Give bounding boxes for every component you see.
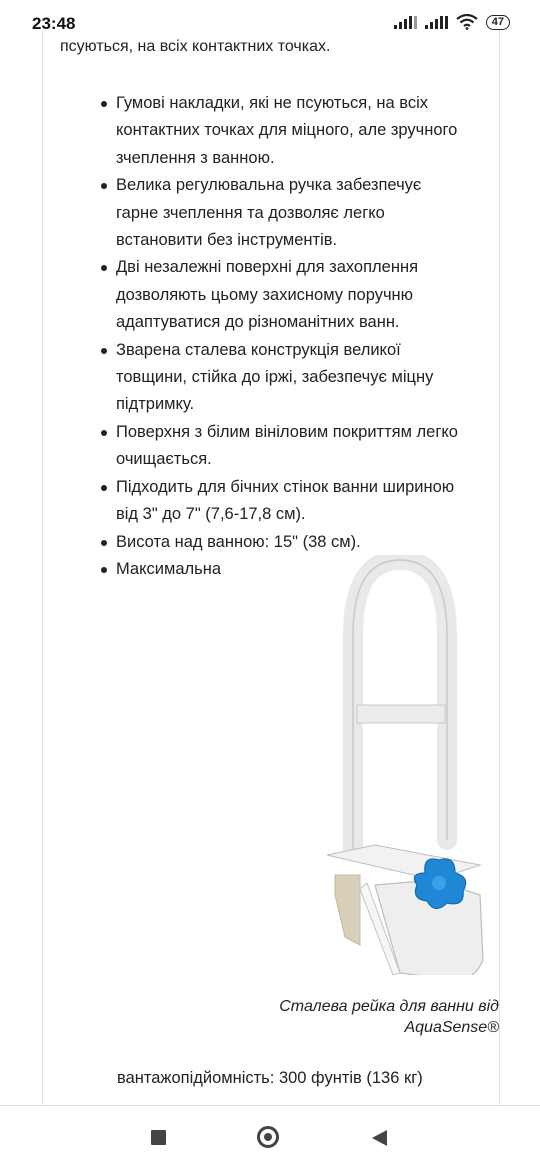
signal-icon <box>425 15 448 29</box>
feature-list <box>43 90 493 583</box>
status-time: 23:48 <box>32 14 76 33</box>
wifi-icon <box>456 14 478 30</box>
feature-list-item: Зварена сталева конструкція великої товщини, стійка до іржі, забезпечує міцну підтримку. <box>116 337 493 419</box>
home-button[interactable] <box>259 1128 279 1148</box>
recents-square-icon <box>151 1130 166 1145</box>
feature-list-item: Дві незалежні поверхні для захоплення дозволяють цьому захисному поручню адаптуватися до різноманітних ванн. <box>116 254 493 336</box>
back-triangle-icon <box>370 1128 390 1148</box>
back-button[interactable] <box>370 1128 390 1148</box>
feature-list-item: Гумові накладки, які не псуються, на всіх контактних точках для міцного, але зручного зчеплення з ванною. <box>116 90 493 172</box>
signal-icon <box>394 15 417 29</box>
feature-list-item: Поверхня з білим вініловим покриттям легко очищається. <box>116 419 493 474</box>
feature-list-item: Підходить для бічних стінок ванни шириною від 3" до 7" (7,6-17,8 см). <box>116 474 493 529</box>
recents-button[interactable] <box>149 1128 169 1148</box>
status-icons <box>394 14 510 30</box>
bath-rail-product-image <box>305 555 495 975</box>
feature-list-item: Висота над ванною: 15" (38 см). <box>116 529 493 556</box>
home-circle-icon <box>257 1126 279 1148</box>
battery-icon: 47 <box>486 15 510 30</box>
feature-list-item: Велика регулювальна ручка забезпечує гарне зчеплення та дозволяє легко встановити без інструментів. <box>116 172 493 254</box>
feature-list-item: Максимальна <box>116 556 493 583</box>
article-content <box>42 30 500 1105</box>
system-nav-bar <box>0 1106 540 1170</box>
load-capacity-text: вантажопідйомність: 300 фунтів (136 кг) <box>117 1069 423 1087</box>
article-text-fragment: псуються, на всіх контактних точках. <box>60 38 331 55</box>
image-caption: Сталева рейка для ванни від AquaSense® <box>279 998 499 1036</box>
